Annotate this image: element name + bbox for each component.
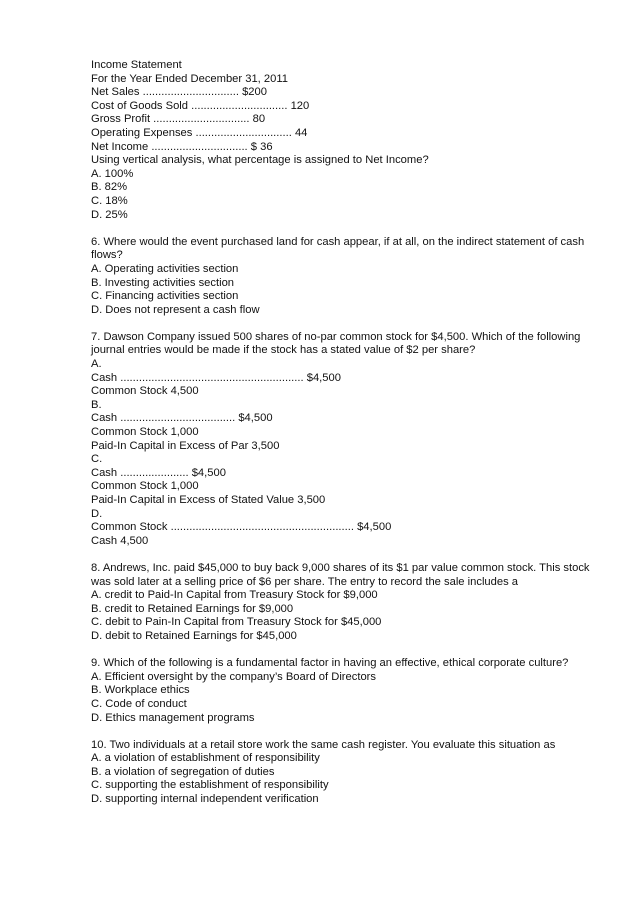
statement-title: Income Statement	[91, 59, 182, 71]
answer-option: D. Does not represent a cash flow	[91, 303, 260, 316]
income-statement-question	[91, 59, 596, 222]
spacer	[91, 644, 596, 658]
statement-line-operating-expenses: Operating Expenses ............................... 44	[91, 126, 308, 139]
spacer	[91, 725, 596, 739]
journal-entry-line: Paid-In Capital in Excess of Par 3,500	[91, 439, 280, 452]
answer-option: A. Operating activities section	[91, 262, 239, 275]
answer-option: D. Ethics management programs	[91, 711, 255, 724]
answer-option-label: D.	[91, 507, 103, 520]
question-10	[91, 739, 596, 807]
answer-option: A. 100%	[91, 167, 134, 180]
statement-line-net-sales: Net Sales ............................... $200	[91, 86, 267, 99]
spacer	[91, 222, 596, 236]
question-text: 9. Which of the following is a fundamental factor in having an effective, ethical corporate culture?	[91, 657, 569, 670]
answer-option: C. debit to Pain-In Capital from Treasury Stock for $45,000	[91, 616, 382, 629]
question-text: 8. Andrews, Inc. paid $45,000 to buy back 9,000 shares of its $1 par value common stock. This stock was sold later at a selling price of $6 per share. The entry to record the sale includes a	[91, 561, 590, 588]
question-6	[91, 236, 596, 318]
question-text: Using vertical analysis, what percentage is assigned to Net Income?	[91, 154, 429, 167]
answer-option: D. debit to Retained Earnings for $45,000	[91, 629, 297, 642]
spacer	[91, 317, 596, 331]
answer-option: D. 25%	[91, 208, 128, 221]
answer-option-label: B.	[91, 398, 102, 411]
journal-entry-line: Common Stock 1,000	[91, 480, 199, 493]
question-7	[91, 331, 596, 549]
answer-option: B. 82%	[91, 181, 128, 194]
answer-option: B. Investing activities section	[91, 276, 235, 289]
spacer	[91, 548, 596, 562]
journal-entry-line: Cash ........................................................... $4,500	[91, 371, 341, 384]
answer-option: D. supporting internal independent verification	[91, 793, 319, 806]
answer-option: C. Financing activities section	[91, 290, 239, 303]
document-page	[91, 59, 596, 807]
journal-entry-line: Common Stock 1,000	[91, 426, 199, 439]
question-text: 7. Dawson Company issued 500 shares of no-par common stock for $4,500. Which of the following journal entries would be made if the stock has a stated value of $2 per share?	[91, 330, 581, 357]
statement-line-net-income: Net Income ............................... $ 36	[91, 140, 273, 153]
journal-entry-line: Cash ...................... $4,500	[91, 466, 226, 479]
answer-option-label: C.	[91, 453, 103, 466]
answer-option: B. a violation of segregation of duties	[91, 765, 275, 778]
question-text: 6. Where would the event purchased land for cash appear, if at all, on the indirect statement of cash flows?	[91, 235, 585, 262]
journal-entry-line: Cash 4,500	[91, 534, 149, 547]
statement-line-gross-profit: Gross Profit ............................... 80	[91, 113, 266, 126]
question-9	[91, 657, 596, 725]
answer-option: A. Efficient oversight by the company’s Board of Directors	[91, 670, 377, 683]
answer-option: A. credit to Paid-In Capital from Treasury Stock for $9,000	[91, 589, 378, 602]
answer-option: C. Code of conduct	[91, 697, 187, 710]
question-text: 10. Two individuals at a retail store work the same cash register. You evaluate this situation as	[91, 738, 556, 751]
answer-option: B. credit to Retained Earnings for $9,000	[91, 602, 294, 615]
journal-entry-line: Common Stock ........................................................... $4,500	[91, 521, 392, 534]
answer-option: C. supporting the establishment of responsibility	[91, 779, 329, 792]
answer-option-label: A.	[91, 358, 102, 371]
answer-option: C. 18%	[91, 194, 128, 207]
statement-period: For the Year Ended December 31, 2011	[91, 72, 288, 85]
journal-entry-line: Cash ..................................... $4,500	[91, 412, 273, 425]
answer-option: B. Workplace ethics	[91, 684, 190, 697]
journal-entry-line: Common Stock 4,500	[91, 385, 199, 398]
answer-option: A. a violation of establishment of responsibility	[91, 752, 320, 765]
statement-line-cogs: Cost of Goods Sold ............................... 120	[91, 99, 310, 112]
question-8	[91, 562, 596, 644]
journal-entry-line: Paid-In Capital in Excess of Stated Value 3,500	[91, 494, 326, 506]
